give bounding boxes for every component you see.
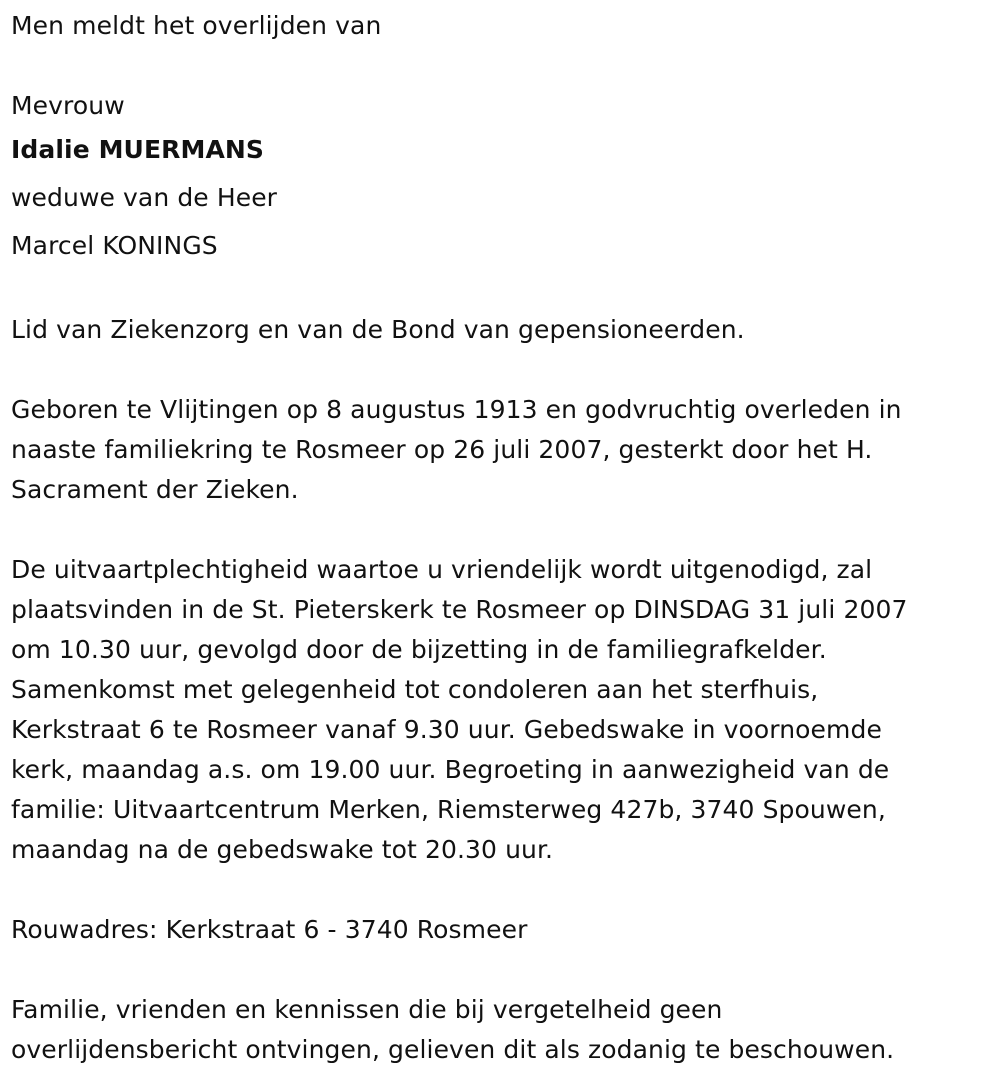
- funeral-paragraph: [11, 550, 986, 870]
- paragraph-line: Geboren te Vlijtingen op 8 augustus 1913 en godvruchtig overleden in: [11, 395, 902, 424]
- widow-of-text: weduwe van de Heer: [11, 183, 278, 212]
- paragraph-line: Samenkomst met gelegenheid tot condoleren aan het sterfhuis,: [11, 675, 819, 704]
- deceased-name: Idalie MUERMANS: [11, 135, 265, 164]
- paragraph-line: maandag na de gebedswake tot 20.30 uur.: [11, 835, 554, 864]
- paragraph-line: plaatsvinden in de St. Pieterskerk te Rosmeer op DINSDAG 31 juli 2007: [11, 595, 908, 624]
- paragraph-line: om 10.30 uur, gevolgd door de bijzetting in de familiegrafkelder.: [11, 635, 827, 664]
- salutation: Mevrouw: [11, 91, 125, 120]
- paragraph-line: naaste familiekring te Rosmeer op 26 juli 2007, gesterkt door het H.: [11, 435, 873, 464]
- spacer: [11, 350, 986, 390]
- membership-text: Lid van Ziekenzorg en van de Bond van gepensioneerden.: [11, 315, 745, 344]
- paragraph-line: Kerkstraat 6 te Rosmeer vanaf 9.30 uur. Gebedswake in voornoemde: [11, 715, 882, 744]
- paragraph-line: familie: Uitvaartcentrum Merken, Riemsterweg 427b, 3740 Spouwen,: [11, 795, 886, 824]
- obituary-notice: [11, 6, 986, 1070]
- intro-text: Men meldt het overlijden van: [11, 11, 382, 40]
- spacer: [11, 870, 986, 910]
- paragraph-line: De uitvaartplechtigheid waartoe u vriendelijk wordt uitgenodigd, zal: [11, 555, 873, 584]
- closing-paragraph: [11, 990, 986, 1070]
- spacer: [11, 950, 986, 990]
- birth-death-paragraph: [11, 390, 986, 510]
- spacer: [11, 270, 986, 310]
- spouse-name: Marcel KONINGS: [11, 231, 218, 260]
- spacer: [11, 510, 986, 550]
- spacer: [11, 46, 986, 86]
- mourning-address: Rouwadres: Kerkstraat 6 - 3740 Rosmeer: [11, 915, 528, 944]
- paragraph-line: overlijdensbericht ontvingen, gelieven dit als zodanig te beschouwen.: [11, 1035, 895, 1064]
- paragraph-line: kerk, maandag a.s. om 19.00 uur. Begroeting in aanwezigheid van de: [11, 755, 890, 784]
- paragraph-line: Familie, vrienden en kennissen die bij vergetelheid geen: [11, 995, 723, 1024]
- paragraph-line: Sacrament der Zieken.: [11, 475, 299, 504]
